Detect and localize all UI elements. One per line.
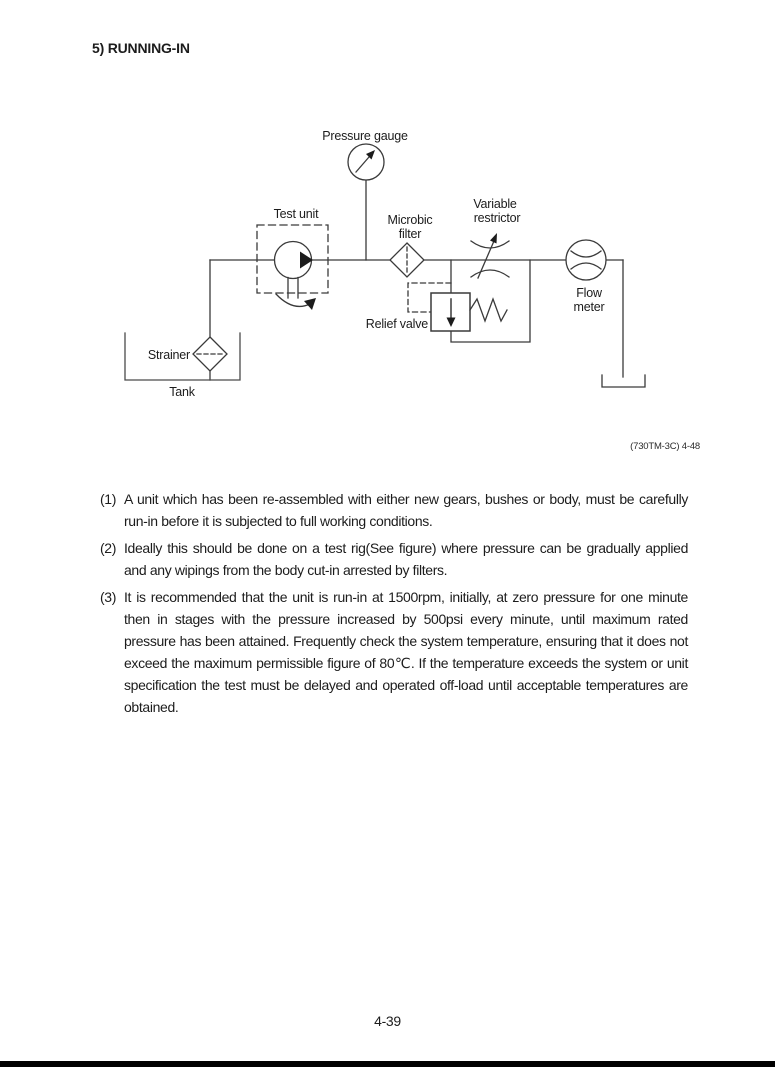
scan-edge-bar <box>0 1061 775 1067</box>
test-unit-label: Test unit <box>273 207 319 221</box>
paragraph-3-text: It is recommended that the unit is run-in at 1500rpm, initially, at zero pressure for one minute then in stages with the pressure increased by 500psi every minute, until maximum rated pressure has been attained. Frequently check the system temperature, ensuring that it does not exceed the maximum permissible figure of 80℃. If the temperature exceeds the system or unit specification the test must be delayed and operated off-load until acceptable temperatures are obtained. <box>124 589 688 715</box>
pump-shaft <box>288 278 298 299</box>
flow-meter-label-line2: meter <box>573 300 605 314</box>
relief-valve-symbol <box>431 293 507 331</box>
variable-restrictor-label-line2: restrictor <box>473 211 521 225</box>
relief-valve-label: Relief valve <box>365 317 428 331</box>
paragraph-2-text: Ideally this should be done on a test rig(See figure) where pressure can be gradually applied and any wipings from the body cut-in arrested by filters. <box>124 540 688 578</box>
pressure-gauge-symbol <box>348 144 384 180</box>
relief-valve-spring <box>470 299 507 321</box>
test-unit-symbol <box>257 225 328 310</box>
strainer-symbol <box>193 337 227 371</box>
pressure-gauge-label: Pressure gauge <box>322 129 408 143</box>
restrictor-arrowhead <box>490 233 497 244</box>
variable-restrictor-symbol <box>471 233 509 278</box>
figure-reference: (730TM-3C) 4-48 <box>630 441 700 452</box>
page-number: 4-39 <box>374 1013 401 1029</box>
microbic-filter-label-line1: Microbic <box>387 213 433 227</box>
strainer-label: Strainer <box>147 348 190 362</box>
test-rig-circuit-diagram <box>0 0 775 470</box>
paragraph-2 <box>100 537 688 581</box>
pipe-lines <box>210 180 623 380</box>
restrictor-top-arc <box>471 241 509 248</box>
variable-restrictor-label-line1: Variable <box>473 197 517 211</box>
tank-label: Tank <box>169 385 195 399</box>
flow-meter-label-line1: Flow <box>576 286 602 300</box>
pump-rotation-arc <box>276 294 310 306</box>
paragraph-1-text: A unit which has been re-assembled with either new gears, bushes or body, must be carefully run-in before it is subjected to full working conditions. <box>124 491 688 529</box>
paragraph-1-number: (1) <box>100 491 117 507</box>
microbic-filter-label-line2: filter <box>398 227 422 241</box>
microbic-filter-symbol <box>390 243 424 277</box>
paragraph-3 <box>100 586 688 718</box>
gauge-circle <box>348 144 384 180</box>
paragraph-3-number: (3) <box>100 589 117 605</box>
paragraph-2-number: (2) <box>100 540 117 556</box>
paragraph-1 <box>100 488 688 532</box>
body-text <box>100 488 688 723</box>
restrictor-bottom-arc <box>471 270 509 277</box>
flow-meter-circle <box>566 240 606 280</box>
pump-rotation-arrowhead <box>304 298 316 310</box>
section-title: 5) RUNNING-IN <box>92 40 190 56</box>
flow-meter-symbol <box>566 240 606 280</box>
